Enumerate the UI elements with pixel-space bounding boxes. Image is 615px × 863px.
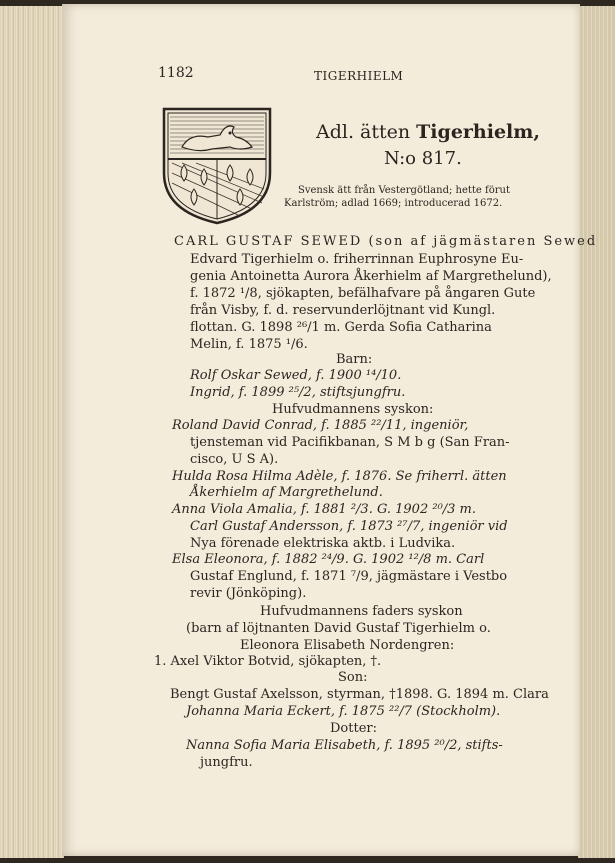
child-entry: Rolf Oskar Sewed, f. 1900 ¹⁴/10. bbox=[190, 368, 402, 383]
daughter-line: jungfru. bbox=[200, 755, 253, 770]
son-heading: Son: bbox=[338, 670, 368, 685]
family-number: N:o 817. bbox=[384, 148, 462, 169]
daughter-heading: Dotter: bbox=[330, 721, 377, 736]
sibling-line: Nya förenade elektriska aktb. i Ludvika. bbox=[190, 536, 456, 551]
page-number: 1182 bbox=[158, 65, 194, 81]
origin-line-1: Svensk ätt från Vestergötland; hette förut bbox=[298, 185, 510, 196]
sibling-line: Elsa Eleonora, f. 1882 ²⁴/9. G. 1902 ¹²/8 m. Carl bbox=[172, 552, 485, 567]
family-title bbox=[316, 121, 540, 143]
son-line: Johanna Maria Eckert, f. 1875 ²²/7 (Stockholm). bbox=[186, 704, 501, 719]
son-line: Bengt Gustaf Axelsson, styrman, †1898. G. 1894 m. Clara bbox=[170, 687, 549, 702]
page-edges-right bbox=[578, 6, 615, 858]
family-title-prefix: Adl. ätten bbox=[316, 121, 417, 143]
sibling-line: Carl Gustaf Andersson, f. 1873 ²⁷/7, ingeniör vid bbox=[190, 519, 508, 534]
daughter-line: Nanna Sofia Maria Elisabeth, f. 1895 ²⁰/2, stifts- bbox=[186, 738, 503, 753]
entry-line: CARL GUSTAF SEWED (son af jägmästaren Sewed bbox=[174, 234, 598, 249]
siblings-heading: Hufvudmannens syskon: bbox=[272, 402, 434, 417]
father-siblings-sub: (barn af löjtnanten David Gustaf Tigerhielm o. bbox=[186, 621, 491, 636]
sibling-line: tjensteman vid Pacifikbanan, S M b g (San Fran- bbox=[190, 435, 510, 450]
entry-line: f. 1872 ¹/8, sjökapten, befälhafvare på ångaren Gute bbox=[190, 286, 536, 301]
running-title: TIGERHIELM bbox=[314, 69, 404, 83]
entry-line: genia Antoinetta Aurora Åkerhielm af Margrethelund), bbox=[190, 269, 552, 284]
sibling-line: revir (Jönköping). bbox=[190, 586, 307, 601]
sibling-line: Roland David Conrad, f. 1885 ²²/11, ingeniör, bbox=[172, 418, 469, 433]
entry-line: Melin, f. 1875 ¹/6. bbox=[190, 337, 308, 352]
sibling-line: Hulda Rosa Hilma Adèle, f. 1876. Se friherrl. ätten bbox=[172, 469, 507, 484]
father-sibling-entry: 1. Axel Viktor Botvid, sjökapten, †. bbox=[154, 654, 382, 669]
father-siblings-sub: Eleonora Elisabeth Nordengren: bbox=[240, 638, 455, 653]
father-siblings-heading: Hufvudmannens faders syskon bbox=[260, 604, 463, 619]
coat-of-arms-icon bbox=[160, 103, 274, 227]
child-entry: Ingrid, f. 1899 ²⁵/2, stiftsjungfru. bbox=[190, 385, 406, 400]
sibling-line: Gustaf Englund, f. 1871 ⁷/9, jägmästare i Vestbo bbox=[190, 569, 508, 584]
sibling-line: Åkerhielm af Margrethelund. bbox=[190, 485, 383, 500]
page-edges-left bbox=[0, 6, 64, 858]
sibling-line: cisco, U S A). bbox=[190, 452, 279, 467]
entry-line: flottan. G. 1898 ²⁶/1 m. Gerda Sofia Catharina bbox=[190, 320, 492, 335]
entry-line: från Visby, f. d. reservunderlöjtnant vid Kungl. bbox=[190, 303, 496, 318]
sibling-line: Anna Viola Amalia, f. 1881 ²/3. G. 1902 ²⁰/3 m. bbox=[172, 502, 477, 517]
family-name: Tigerhielm, bbox=[416, 121, 540, 143]
children-heading: Barn: bbox=[336, 352, 373, 367]
origin-line-2: Karlström; adlad 1669; introducerad 1672. bbox=[284, 198, 503, 209]
entry-line: Edvard Tigerhielm o. friherrinnan Euphrosyne Eu- bbox=[190, 252, 524, 267]
